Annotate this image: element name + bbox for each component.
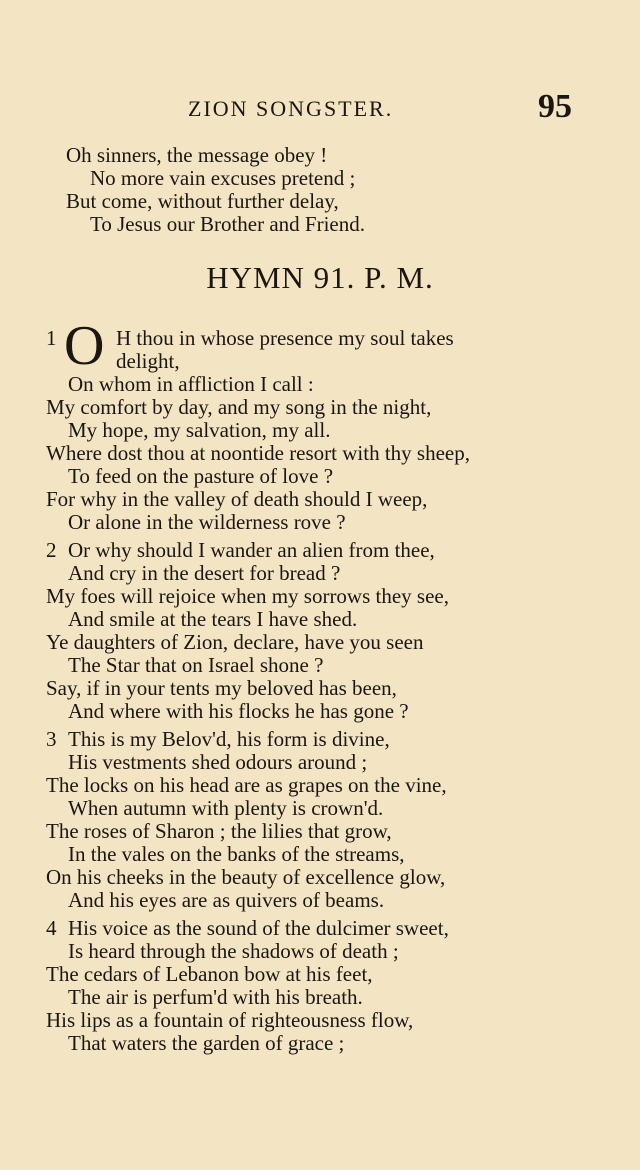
verse-number: 1 xyxy=(46,326,57,350)
verse-line: His voice as the sound of the dulcimer sweet, xyxy=(68,916,449,940)
verse-line: And his eyes are as quivers of beams. xyxy=(68,888,385,912)
verse-line: The Star that on Israel shone ? xyxy=(68,653,324,677)
running-title: ZION SONGSTER. xyxy=(188,96,394,121)
verse-line: Ye daughters of Zion, declare, have you seen xyxy=(46,630,424,654)
verse-line: On whom in affliction I call : xyxy=(68,372,314,396)
verse-line: My hope, my salvation, my all. xyxy=(68,418,331,442)
verse-number: 2 xyxy=(46,538,57,562)
verse-line: When autumn with plenty is crown'd. xyxy=(68,796,384,820)
verse-line: The roses of Sharon ; the lilies that grow, xyxy=(46,819,392,843)
carryover-line: To Jesus our Brother and Friend. xyxy=(90,212,365,236)
verse-line: Or why should I wander an alien from thee, xyxy=(68,538,435,562)
verse-line: delight, xyxy=(116,349,180,373)
carryover-line: No more vain excuses pretend ; xyxy=(90,166,356,190)
verse-line: The air is perfum'd with his breath. xyxy=(68,985,363,1009)
verse-line: Say, if in your tents my beloved has been, xyxy=(46,676,397,700)
verse-number: 4 xyxy=(46,916,57,940)
verse-line: That waters the garden of grace ; xyxy=(68,1031,345,1055)
page-number: 95 xyxy=(538,88,572,125)
verse-line: In the vales on the banks of the streams, xyxy=(68,842,405,866)
verse-line: My foes will rejoice when my sorrows they see, xyxy=(46,584,449,608)
carryover-line: Oh sinners, the message obey ! xyxy=(66,143,328,167)
verse-line: On his cheeks in the beauty of excellence glow, xyxy=(46,865,446,889)
page-header xyxy=(0,88,640,128)
verse-line: And cry in the desert for bread ? xyxy=(68,561,341,585)
verse-line: And smile at the tears I have shed. xyxy=(68,607,358,631)
verse-line: This is my Belov'd, his form is divine, xyxy=(68,727,390,751)
verse-line: The locks on his head are as grapes on the vine, xyxy=(46,773,447,797)
verse-line: His lips as a fountain of righteousness flow, xyxy=(46,1008,414,1032)
hymn-title: HYMN 91. P. M. xyxy=(206,260,434,295)
verse-line: Where dost thou at noontide resort with thy sheep, xyxy=(46,441,470,465)
verse-number: 3 xyxy=(46,727,57,751)
verse-line: H thou in whose presence my soul takes xyxy=(116,326,454,350)
verse-line: Is heard through the shadows of death ; xyxy=(68,939,399,963)
verse-line: And where with his flocks he has gone ? xyxy=(68,699,409,723)
drop-cap: O xyxy=(64,315,105,377)
verse-line: Or alone in the wilderness rove ? xyxy=(68,510,346,534)
verse-line: The cedars of Lebanon bow at his feet, xyxy=(46,962,373,986)
verse-line: His vestments shed odours around ; xyxy=(68,750,368,774)
carryover-line: But come, without further delay, xyxy=(66,189,339,213)
verse-line: For why in the valley of death should I weep, xyxy=(46,487,428,511)
verse-line: To feed on the pasture of love ? xyxy=(68,464,334,488)
verse-line: My comfort by day, and my song in the night, xyxy=(46,395,432,419)
